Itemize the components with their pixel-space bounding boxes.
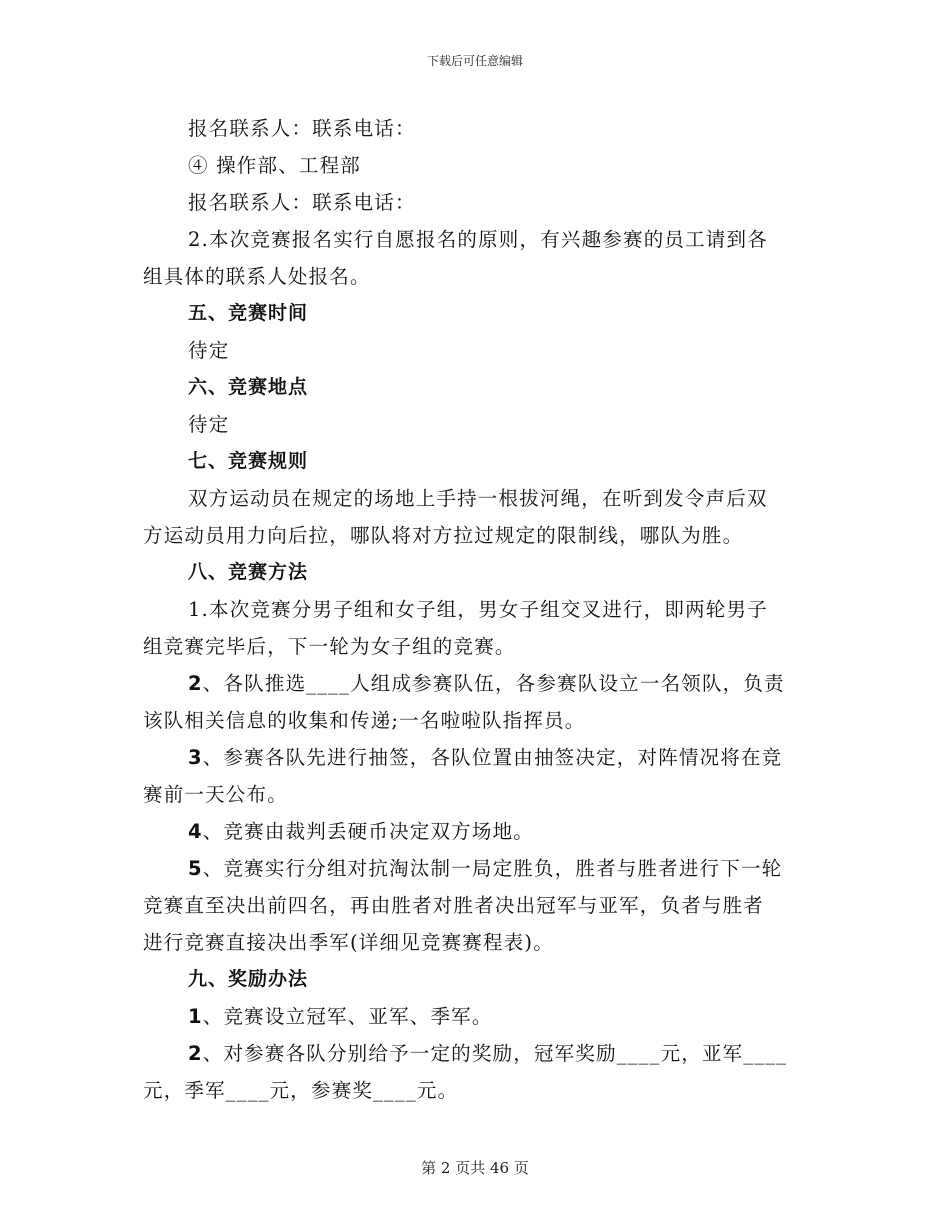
line-text: 2.本次竞赛报名实行自愿报名的原则，有兴趣参赛的员工请到各 — [188, 228, 768, 251]
line-text: 进行竞赛直接决出季军(详细见竞赛赛程表)。 — [143, 931, 554, 954]
section-heading — [143, 961, 808, 998]
line-text: 、竞赛由裁判丢硬币决定双方场地。 — [202, 820, 534, 843]
text-line — [143, 702, 808, 739]
line-text: 九、奖励办法 — [188, 968, 309, 990]
text-line — [143, 332, 808, 369]
line-text: 方运动员用力向后拉，哪队将对方拉过规定的限制线，哪队为胜。 — [143, 524, 744, 547]
text-line — [143, 184, 808, 221]
page-header: 下载后可任意编辑 — [426, 54, 523, 68]
text-line — [143, 221, 808, 258]
line-text: 双方运动员在规定的场地上手持一根拔河绳，在听到发令声后双 — [188, 487, 768, 510]
text-line — [143, 739, 808, 776]
text-line — [143, 665, 808, 702]
line-text: 组具体的联系人处报名。 — [143, 265, 371, 288]
line-text: 该队相关信息的收集和传递;一名啦啦队指挥员。 — [143, 709, 586, 732]
text-line — [143, 1072, 808, 1109]
text-line — [143, 628, 808, 665]
section-heading — [143, 443, 808, 480]
item-number: 4 — [188, 820, 203, 843]
text-line — [143, 517, 808, 554]
item-number: 5 — [188, 857, 203, 880]
line-text: 、各队推选____人组成参赛队伍，各参赛队设立一名领队，负责 — [202, 672, 785, 695]
text-line — [143, 776, 808, 813]
text-line — [143, 110, 808, 147]
line-text: 报名联系人：联系电话： — [188, 191, 416, 214]
section-heading — [143, 554, 808, 591]
line-text: 组竞赛完毕后，下一轮为女子组的竞赛。 — [143, 635, 516, 658]
text-line — [143, 406, 808, 443]
line-text: 赛前一天公布。 — [143, 783, 288, 806]
line-text: 、竞赛实行分组对抗淘汰制一局定胜负，胜者与胜者进行下一轮 — [202, 857, 783, 880]
line-text: 六、竞赛地点 — [188, 376, 309, 398]
line-text: 八、竞赛方法 — [188, 561, 309, 583]
text-line — [143, 147, 808, 184]
item-number: 2 — [188, 1042, 203, 1065]
line-text: 1.本次竞赛分男子组和女子组，男女子组交叉进行，即两轮男子 — [188, 598, 768, 621]
line-text: 报名联系人：联系电话： — [188, 117, 416, 140]
text-line — [143, 813, 808, 850]
text-line — [143, 1035, 808, 1072]
text-line — [143, 258, 808, 295]
item-number: 1 — [188, 1005, 203, 1028]
line-text: 待定 — [188, 339, 230, 362]
text-line — [143, 998, 808, 1035]
line-text: 、参赛各队先进行抽签，各队位置由抽签决定，对阵情况将在竞 — [202, 746, 783, 769]
line-text: 五、竞赛时间 — [188, 302, 309, 324]
line-text: 竞赛直至决出前四名，再由胜者对胜者决出冠军与亚军，负者与胜者 — [143, 894, 765, 917]
section-heading — [143, 369, 808, 406]
item-number: 2 — [188, 672, 203, 695]
text-line — [143, 887, 808, 924]
text-line — [143, 850, 808, 887]
line-text: 元，季军____元，参赛奖____元。 — [143, 1079, 459, 1102]
text-line — [143, 480, 808, 517]
line-text: ④ 操作部、工程部 — [188, 154, 361, 177]
line-text: 七、竞赛规则 — [188, 450, 309, 472]
line-text: 、对参赛各队分别给予一定的奖励，冠军奖励____元，亚军____ — [202, 1042, 788, 1065]
line-text: 待定 — [188, 413, 230, 436]
item-number: 3 — [188, 746, 203, 769]
page-footer: 第 2 页共 46 页 — [421, 1159, 529, 1177]
document-body — [143, 110, 808, 1109]
section-heading — [143, 295, 808, 332]
text-line — [143, 924, 808, 961]
line-text: 、竞赛设立冠军、亚军、季军。 — [202, 1005, 493, 1028]
text-line — [143, 591, 808, 628]
